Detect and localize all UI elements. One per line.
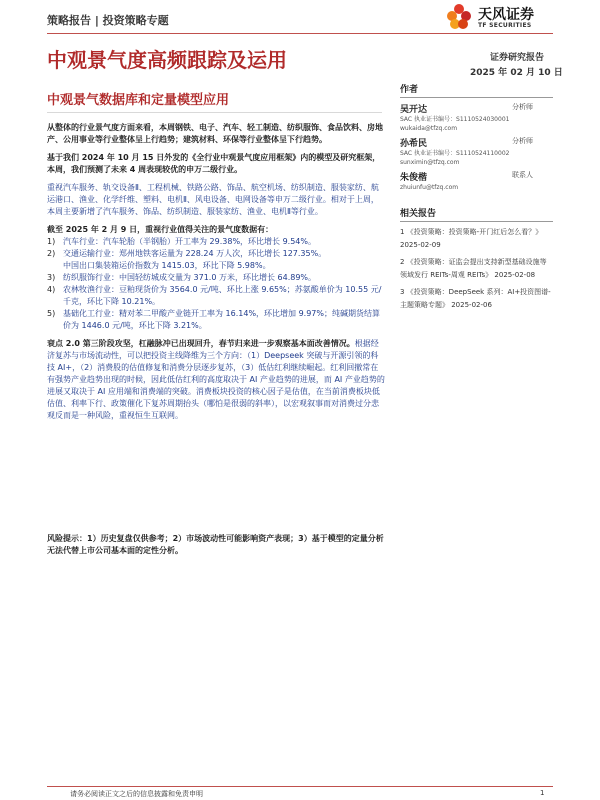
company-logo xyxy=(444,2,564,32)
author-email[interactable]: zhuiunfu@tfzq.com xyxy=(400,184,459,191)
author-email[interactable]: wukaida@tfzq.com xyxy=(400,125,458,132)
outlook-paragraph xyxy=(47,338,385,422)
report-category: 策略报告 | 投资策略专题 xyxy=(47,14,169,27)
author-card xyxy=(400,136,553,167)
data-section-heading: 截至 2025 年 2 月 9 日，重视行业值得关注的景气度数据有： xyxy=(47,225,274,234)
list-item: 4) 农林牧渔行业：豆粕现货价为 3564.0 元/吨、环比上涨 9.65%；苏氨酸单价为 10.55 元/千克，环比下降 10.21%。 xyxy=(47,285,382,306)
logo-english: TF SECURITIES xyxy=(478,22,532,29)
sidebar xyxy=(400,82,553,316)
header-divider xyxy=(47,33,553,34)
report-body xyxy=(47,122,385,428)
list-item-continuation: 中国出口集装箱运价指数为 1415.03，环比下降 5.98%。 xyxy=(63,261,271,270)
author-name: 朱俊楷 xyxy=(400,173,428,183)
related-report-link[interactable]: 1 《投资策略：投资策略-开门红后怎么看？》 2025-02-09 xyxy=(400,228,543,249)
risk-warning: 风险提示：1）历史复盘仅供参考；2）市场波动性可能影响资产表现；3）基于模型的定量分析无法代替上市公司基本面的定性分析。 xyxy=(47,534,384,555)
data-section xyxy=(47,224,385,332)
author-name: 吴开达 xyxy=(400,105,428,115)
report-title: 中观景气度高频跟踪及运用 xyxy=(47,48,287,72)
author-role: 分析师 xyxy=(512,137,533,145)
author-cert: SAC 执业证书编号：S1110524030001 xyxy=(400,116,510,123)
author-name: 孙希民 xyxy=(400,139,428,149)
list-item: 1) 汽车行业：汽车轮胎（半钢胎）开工率为 29.38%，环比增长 9.54%。 xyxy=(47,237,317,246)
footer-divider xyxy=(47,786,553,787)
report-subtitle: 中观景气数据库和定量模型应用 xyxy=(47,93,230,108)
author-email[interactable]: sunximin@tfzq.com xyxy=(400,159,460,166)
logo-name: 天风证券 xyxy=(478,7,534,23)
outlook-text: 根据经济复苏与市场流动性，可以把投资主线降维为三个方向：（1）Deepseek 突破与开源引领的科技 AI+，（2）消费股的估值修复和消费分层逐步复苏，（3）低估红利继续崛起。红利回撤常在有强势产业趋势出现的时候，因此低估红利的高度取决于 AI 产业趋势的进展，而 AI 产业趋势的进展又取决于 AI 应用端和消费端的突破。消费板块投资的核心因子是估值，在当前消费板块低估值、利率下行、政策催化下复苏周期抬头（哪怕是很弱的斜率），以宏观叙事而对消费过分悲观反而是一种风险，重视恒生互联网。 xyxy=(47,339,385,420)
report-date: 2025 年 02 月 10 日 xyxy=(470,68,563,78)
industry-paragraph: 重视汽车服务、轨交设备Ⅱ、工程机械、铁路公路、饰品、航空机场、纺织制造、服装家纺、航运港口、渔业、化学纤维、塑料、电机Ⅱ、风电设备、电网设备等申万二级行业。相对于上周，本周主要新增了汽车服务、饰品、纺织制造、服装家纺、渔业、电机Ⅱ等行业。 xyxy=(47,183,379,216)
outlook-lead: 衰点 2.0 第三阶段攻坚，杠融脉冲已出现回升，春节归来进一步观察基本面改善情况。 xyxy=(47,339,355,348)
logo-flower-icon xyxy=(444,2,474,32)
report-type: 证券研究报告 xyxy=(490,53,545,63)
related-reports-heading: 相关报告 xyxy=(400,206,553,222)
list-item: 3) 纺织服饰行业：中国轻纺城成交量为 371.0 万米，环比增长 64.89%。 xyxy=(47,273,317,282)
author-cert: SAC 执业证书编号：S1110524110002 xyxy=(400,150,510,157)
page-number: 1 xyxy=(540,789,545,797)
list-item: 5) 基础化工行业：精对苯二甲酸产业链开工率为 16.14%，环比增加 9.97%；纯碱期货结算价为 1446.0 元/吨，环比下降 3.21%。 xyxy=(47,309,381,330)
summary-paragraph: 从整体的行业景气度方面来看，本周钢铁、电子、汽车、轻工制造、纺织服饰、食品饮料、房地产、公用事业等行业整体呈上行趋势；建筑材料、环保等行业整体呈下行趋势。 xyxy=(47,123,383,144)
related-report-link[interactable]: 3 《投资策略：DeepSeek 系列：AI+投资图谱-主题策略专题》 2025-02-06 xyxy=(400,288,551,309)
authors-heading: 作者 xyxy=(400,82,553,98)
related-report-link[interactable]: 2 《投资策略：证监会提出支持新型基础设施等领域发行 REITs-周观 REITs》 2025-02-08 xyxy=(400,258,547,279)
author-role: 联系人 xyxy=(512,171,533,179)
author-card xyxy=(400,102,553,133)
model-paragraph: 基于我们 2024 年 10 月 15 日外发的《全行业中观景气度应用框架》内的模型及研究框架，本周，我们预测了未来 4 周表现较优的申万二级行业。 xyxy=(47,153,381,174)
footer-disclaimer: 请务必阅读正文之后的信息披露和免责申明 xyxy=(70,790,203,798)
author-role: 分析师 xyxy=(512,103,533,111)
author-card xyxy=(400,170,553,192)
subtitle-divider xyxy=(47,112,382,113)
list-item: 2) 交通运输行业：郑州地铁客运量为 228.24 万人次，环比增长 127.35%。 xyxy=(47,249,327,258)
